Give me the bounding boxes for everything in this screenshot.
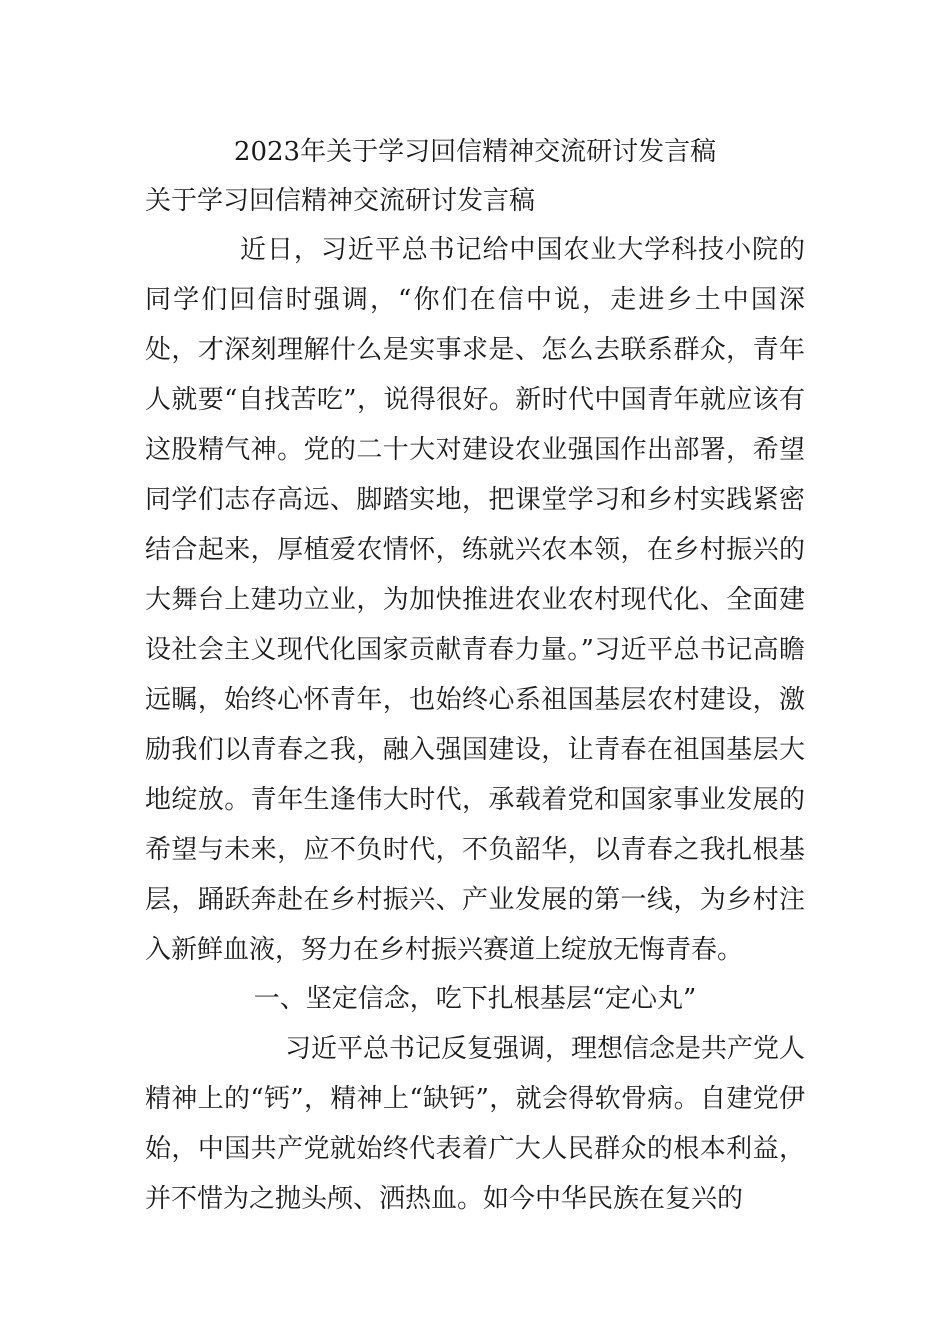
body-paragraph-2: 习近平总书记反复强调，理想信念是共产党人精神上的“钙”，精神上“缺钙”，就会得软骨病。自建党伊始，中国共产党就始终代表着广大人民群众的根本利益，并不惜为之抛头颅、洒热血。如今中华民族在复兴的 [145,1034,806,1214]
document-title: 2023年关于学习回信精神交流研讨发言稿 [233,137,717,167]
section-heading: 一、坚定信念，吃下扎根基层“定心丸” [253,984,697,1014]
document-subtitle: 关于学习回信精神交流研讨发言稿 [145,186,536,216]
body-paragraph-1: 近日，习近平总书记给中国农业大学科技小院的同学们回信时强调，“你们在信中说，走进乡土中国深处，才深刻理解什么是实事求是、怎么去联系群众，青年人就要“自找苦吃”，说得很好。新时代中国青年就应该有这股精气神。党的二十大对建设农业强国作出部署，希望同学们志存高远、脚踏实地，把课堂学习和乡村实践紧密结合起来，厚植爱农情怀，练就兴农本领，在乡村振兴的大舞台上建功立业，为加快推进农业农村现代化、全面建设社会主义现代化国家贡献青春力量。”习近平总书记高瞻远瞩，始终心怀青年，也始终心系祖国基层农村建设，激励我们以青春之我，融入强国建设，让青春在祖国基层大地绽放。青年生逢伟大时代，承载着党和国家事业发展的希望与未来，应不负时代，不负韶华，以青春之我扎根基层，踊跃奔赴在乡村振兴、产业发展的第一线，为乡村注入新鲜血液，努力在乡村振兴赛道上绽放无悔青春。 [145,235,805,965]
